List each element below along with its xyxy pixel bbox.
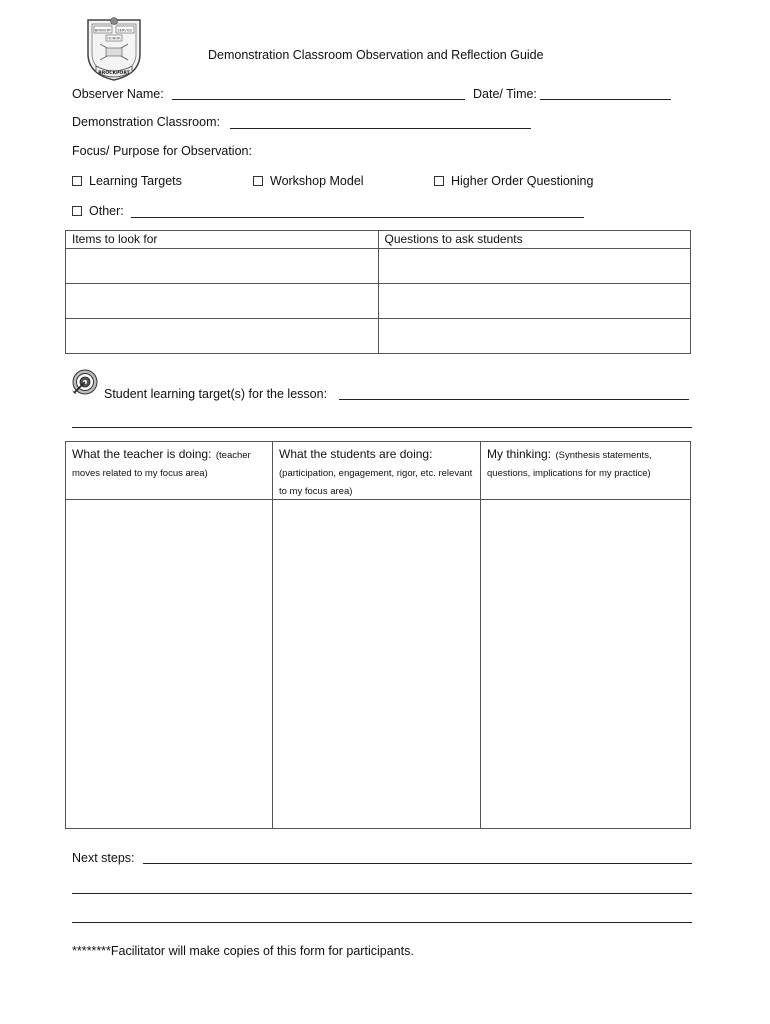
teacher-doing-cell[interactable] [66, 500, 273, 829]
option-label: Workshop Model [270, 174, 364, 188]
checkbox-icon[interactable] [434, 176, 444, 186]
my-thinking-header [481, 442, 691, 500]
date-time-field[interactable] [540, 99, 671, 100]
svg-text:BRAVERY: BRAVERY [94, 28, 112, 33]
checkbox-icon[interactable] [72, 206, 82, 216]
checkbox-icon[interactable] [72, 176, 82, 186]
column-note: (teacher moves related to my focus area) [72, 450, 251, 479]
facilitator-note: ********Facilitator will make copies of this form for participants. [72, 944, 414, 958]
table-row [66, 249, 691, 284]
demonstration-classroom-label: Demonstration Classroom: [72, 115, 220, 129]
date-time-label: Date/ Time: [473, 87, 537, 101]
table-cell[interactable] [66, 284, 379, 319]
learning-target-label: Student learning target(s) for the lesson: [104, 387, 328, 401]
svg-text:HONOR: HONOR [107, 36, 121, 41]
table-cell[interactable] [378, 284, 691, 319]
my-thinking-cell[interactable] [481, 500, 691, 829]
observer-name-field[interactable] [172, 99, 465, 100]
other-field[interactable] [131, 217, 584, 218]
column-title: What the students are doing: [279, 447, 433, 461]
questions-to-ask-header: Questions to ask students [378, 231, 691, 249]
table-row [66, 284, 691, 319]
option-higher-order-questioning[interactable] [434, 174, 593, 189]
learning-target-field-line-2[interactable] [72, 427, 692, 428]
svg-text:BROCKPORT: BROCKPORT [98, 71, 130, 76]
next-steps-field-line-3[interactable] [72, 922, 692, 923]
table-cell[interactable] [378, 249, 691, 284]
items-to-look-for-header: Items to look for [66, 231, 379, 249]
focus-purpose-label: Focus/ Purpose for Observation: [72, 144, 252, 158]
students-doing-header [273, 442, 481, 500]
next-steps-label: Next steps: [72, 851, 135, 865]
svg-text:SERVICE: SERVICE [117, 28, 133, 33]
form-title: Demonstration Classroom Observation and Reflection Guide [208, 48, 544, 62]
items-questions-table [65, 230, 691, 354]
demonstration-classroom-field[interactable] [230, 128, 531, 129]
teacher-doing-header [66, 442, 273, 500]
option-label: Learning Targets [89, 174, 182, 188]
target-icon [70, 368, 100, 398]
option-workshop-model[interactable] [253, 174, 364, 189]
column-title: What the teacher is doing: [72, 447, 212, 461]
option-other[interactable] [72, 204, 124, 219]
other-label: Other: [89, 204, 124, 218]
observer-name-label: Observer Name: [72, 87, 164, 101]
college-seal-logo [82, 14, 146, 82]
table-row [66, 319, 691, 354]
table-header-row [66, 231, 691, 249]
observation-table [65, 441, 691, 829]
option-learning-targets[interactable] [72, 174, 182, 189]
column-note: (participation, engagement, rigor, etc. relevant to my focus area) [279, 468, 473, 497]
table-cell[interactable] [378, 319, 691, 354]
next-steps-field-line-2[interactable] [72, 893, 692, 894]
table-cell[interactable] [66, 319, 379, 354]
students-doing-cell[interactable] [273, 500, 481, 829]
next-steps-field[interactable] [143, 863, 692, 864]
column-title: My thinking: [487, 447, 552, 461]
table-row [66, 500, 691, 829]
checkbox-icon[interactable] [253, 176, 263, 186]
table-cell[interactable] [66, 249, 379, 284]
option-label: Higher Order Questioning [451, 174, 594, 188]
learning-target-field[interactable] [339, 399, 689, 400]
column-note: (Synthesis statements, questions, implications for my practice) [487, 450, 652, 479]
table-header-row [66, 442, 691, 500]
